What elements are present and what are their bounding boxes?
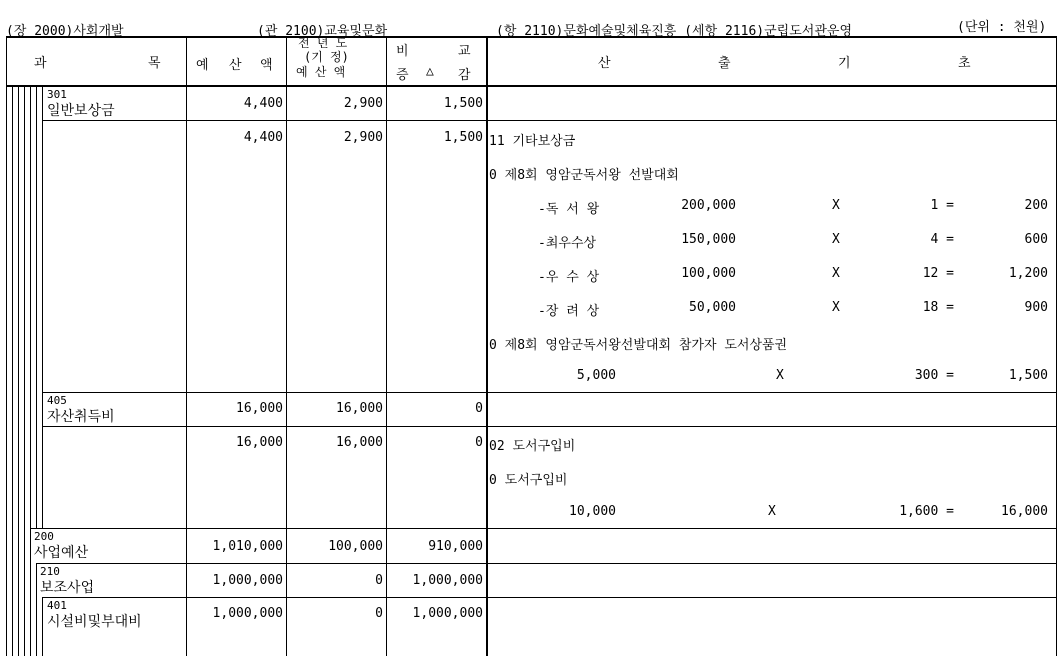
calc-line: 0 제8회 영암군독서왕 선발대회	[489, 168, 679, 183]
prev-value: 2,900	[343, 96, 383, 111]
col-calc-b: 출	[718, 56, 731, 71]
prev-value: 16,000	[336, 401, 383, 416]
calc-item-amt: 1,500	[1008, 368, 1048, 383]
prev-value: 100,000	[328, 539, 383, 554]
diff-value: 0	[475, 401, 483, 416]
budget-value: 16,000	[236, 435, 283, 450]
calc-item-qty: 12 =	[922, 266, 954, 281]
calc-item-x: X	[832, 198, 840, 213]
row-code: 401	[47, 599, 67, 612]
row-name: 시설비및부대비	[47, 614, 142, 630]
calc-item-qty: 4 =	[930, 232, 954, 247]
calc-item-amt: 16,000	[1001, 504, 1048, 519]
calc-item-price: 10,000	[569, 504, 616, 519]
col-gwamok-a: 과	[34, 56, 47, 71]
budget-value: 4,400	[243, 96, 283, 111]
calc-item-name: -장 려 상	[538, 304, 600, 319]
calc-item-qty: 1,600 =	[899, 504, 954, 519]
row-code: 405	[47, 394, 67, 407]
budget-value: 4,400	[243, 130, 283, 145]
budget-value: 16,000	[236, 401, 283, 416]
prev-value: 0	[375, 606, 383, 621]
calc-item-qty: 1 =	[930, 198, 954, 213]
calc-item-price: 100,000	[681, 266, 736, 281]
prev-value: 16,000	[336, 435, 383, 450]
diff-value: 1,500	[443, 96, 483, 111]
col-prev-line3: 예 산 액	[296, 65, 346, 79]
diff-value: 910,000	[428, 539, 483, 554]
col-prev-line1: 전 년 도	[298, 36, 348, 50]
calc-line: 11 기타보상금	[489, 134, 576, 149]
col-prev-line2: (기 정)	[304, 50, 349, 64]
diff-value: 0	[475, 435, 483, 450]
calc-item-price: 50,000	[689, 300, 736, 315]
calc-line: 0 제8회 영암군독서왕선발대회 참가자 도서상품권	[489, 338, 788, 353]
col-cmp-e: 감	[458, 68, 471, 83]
calc-line: 0 도서구입비	[489, 473, 568, 488]
calc-item-x: X	[768, 504, 776, 519]
calc-line: 02 도서구입비	[489, 439, 576, 454]
calc-item-name: -독 서 왕	[538, 202, 600, 217]
diff-value: 1,000,000	[412, 573, 483, 588]
calc-item-price: 5,000	[576, 368, 616, 383]
unit-label: (단위 : 천원)	[957, 20, 1047, 35]
col-budget-b: 산	[229, 58, 242, 73]
row-name: 일반보상금	[47, 103, 115, 119]
col-cmp-a: 비	[396, 44, 409, 59]
row-name: 자산취득비	[47, 409, 115, 425]
col-calc-a: 산	[598, 56, 611, 71]
calc-item-name: -우 수 상	[538, 270, 600, 285]
col-calc-c: 기	[838, 56, 851, 71]
prev-value: 2,900	[343, 130, 383, 145]
col-gwamok-b: 목	[148, 56, 161, 71]
row-name: 사업예산	[34, 545, 89, 561]
col-cmp-c: 증	[396, 68, 409, 83]
calc-item-x: X	[776, 368, 784, 383]
row-code: 200	[34, 530, 54, 543]
calc-item-price: 200,000	[681, 198, 736, 213]
calc-item-amt: 1,200	[1008, 266, 1048, 281]
calc-item-price: 150,000	[681, 232, 736, 247]
prev-value: 0	[375, 573, 383, 588]
calc-item-amt: 200	[1024, 198, 1048, 213]
hang-label: (항 2110)문화예술및체육진흥 (세항 2116)군립도서관운영	[496, 24, 853, 39]
calc-item-x: X	[832, 300, 840, 315]
col-cmp-b: 교	[458, 44, 471, 59]
col-calc-d: 초	[958, 56, 971, 71]
calc-item-amt: 600	[1024, 232, 1048, 247]
row-code: 210	[40, 565, 60, 578]
budget-value: 1,000,000	[212, 573, 283, 588]
calc-item-qty: 300 =	[914, 368, 954, 383]
budget-value: 1,010,000	[212, 539, 283, 554]
calc-item-x: X	[832, 232, 840, 247]
gwan-label: (관 2100)교육및문화	[257, 24, 388, 39]
row-code: 301	[47, 88, 67, 101]
jang-label: (장 2000)사회개발	[6, 24, 124, 39]
col-budget-c: 액	[260, 58, 273, 73]
col-budget-a: 예	[196, 58, 209, 73]
row-name: 보조사업	[40, 580, 95, 596]
budget-value: 1,000,000	[212, 606, 283, 621]
calc-item-x: X	[832, 266, 840, 281]
calc-item-qty: 18 =	[922, 300, 954, 315]
diff-value: 1,000,000	[412, 606, 483, 621]
calc-item-name: -최우수상	[538, 236, 597, 251]
col-cmp-d: △	[426, 64, 434, 79]
diff-value: 1,500	[443, 130, 483, 145]
calc-item-amt: 900	[1024, 300, 1048, 315]
